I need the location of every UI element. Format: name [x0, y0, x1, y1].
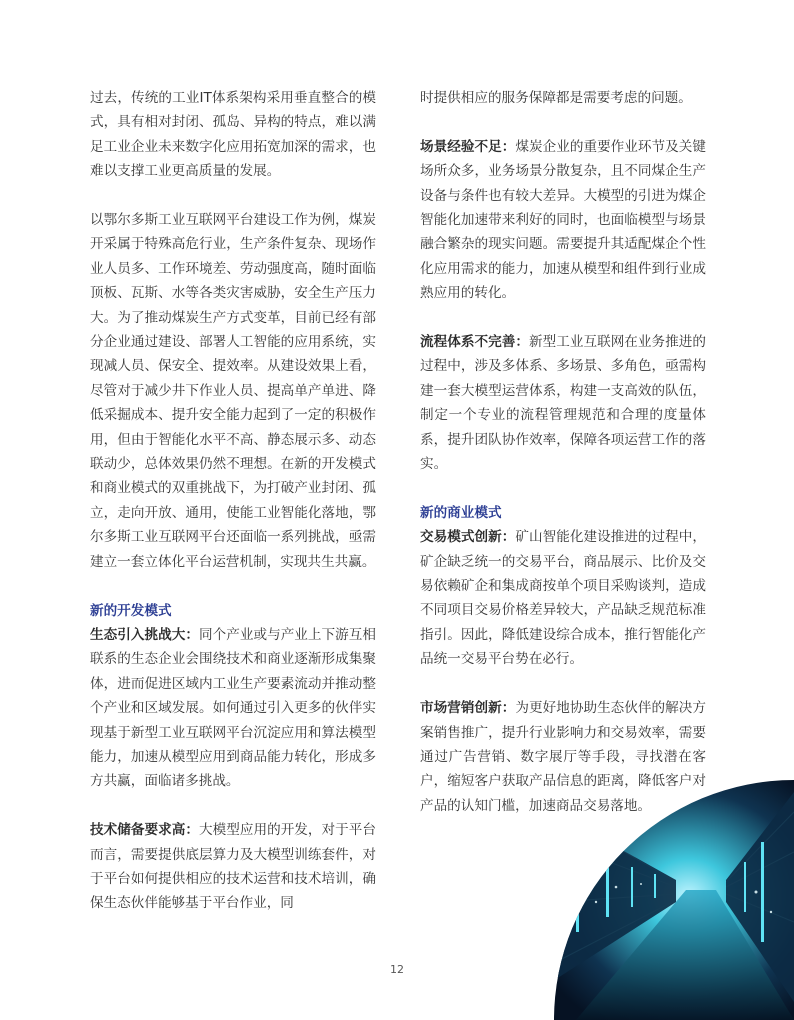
page-number: 12	[390, 963, 404, 976]
item-label: 技术储备要求高：	[90, 822, 199, 839]
item-trade-innovation	[420, 525, 706, 671]
item-tech-reserve	[90, 818, 376, 916]
paragraph-continued: 时提供相应的服务保障都是需要考虑的问题。	[420, 90, 692, 106]
item-scenario-experience	[420, 135, 706, 306]
paragraph-intro: 过去，传统的工业IT体系架构采用垂直整合的模式，具有相对封闭、孤岛、异构的特点，难以满足工业企业未来数字化应用拓宽加深的需求，也难以支撑工业更高质量的发展。	[90, 90, 376, 180]
item-label: 交易模式创新：	[420, 529, 516, 546]
item-text: 同个产业或与产业上下游互相联系的生态企业会围绕技术和商业逐渐形成集聚体，进而促进区域内工业生产要素流动并推动整个产业和区域发展。如何通过引入更多的伙伴实现基于新型工业互联网平台沉淀应用和算法模型能力，加速从模型应用到商品能力转化，形成多方共赢，面临诸多挑战。	[90, 626, 377, 790]
heading-new-business-model: 新的商业模式	[420, 504, 502, 521]
item-text: 大模型应用的开发，对于平台而言，需要提供底层算力及大模型训练套件，对于平台如何提供相应的技术运营和技术培训，确保生态伙伴能够基于平台作业，同	[90, 822, 377, 912]
item-process-system	[420, 330, 706, 476]
item-label: 场景经验不足：	[420, 138, 516, 155]
item-text: 矿山智能化建设推进的过程中，矿企缺乏统一的交易平台，商品展示、比价及交易依赖矿企和集成商按单个项目采购谈判，造成不同项目交易价格差异较大，产品缺乏规范标准指引。因此，降低建设综合成本，推行智能化产品统一交易平台势在必行。	[420, 529, 707, 668]
left-column	[90, 86, 376, 916]
heading-new-development-model: 新的开发模式	[90, 602, 172, 619]
item-ecosystem-challenge	[90, 623, 376, 794]
item-text: 为更好地协助生态伙伴的解决方案销售推广，提升行业影响力和交易效率，需要通过广告营销、数字展厅等手段，寻找潜在客户，缩短客户获取产品信息的距离，降低客户对产品的认知门槛，加速商品交易落地。	[420, 700, 707, 814]
server-corridor-graphic	[516, 772, 794, 1020]
item-text: 煤炭企业的重要作业环节及关键场所众多，业务场景分散复杂，且不同煤企生产设备与条件也有较大差异。大模型的引进为煤企智能化加速带来利好的同时，也面临模型与场景融合繁杂的现实问题。需要提升其适配煤企个性化应用需求的能力，加速从模型和组件到行业成熟应用的转化。	[420, 138, 707, 302]
paragraph-ordos-example: 以鄂尔多斯工业互联网平台建设工作为例，煤炭开采属于特殊高危行业，生产条件复杂、现场作业人员多、工作环境差、劳动强度高，随时面临顶板、瓦斯、水等各类灾害威胁，安全生产压力大。为了推动煤炭生产方式变革，目前已经有部分企业通过建设、部署人工智能的应用系统，实现减人员、保安全、提效率。从建设效果上看，尽管对于减少井下作业人员、提高单产单进、降低采掘成本、提升安全能力起到了一定的积极作用，但由于智能化水平不高、静态展示多、动态联动少，总体效果仍然不理想。在新的开发模式和商业模式的双重挑战下，为打破产业封闭、孤立，走向开放、通用，使能工业智能化落地，鄂尔多斯工业互联网平台还面临一系列挑战，亟需建立一套立体化平台运营机制，实现共生共赢。	[90, 212, 376, 570]
item-text: 新型工业互联网在业务推进的过程中，涉及多体系、多场景、多角色，亟需构建一套大模型运营体系，构建一支高效的队伍，制定一个专业的流程管理规范和合理的度量体系，提升团队协作效率，保障各项运营工作的落实。	[420, 334, 707, 473]
server-corridor-image	[516, 772, 794, 1020]
item-label: 生态引入挑战大：	[90, 626, 199, 643]
item-label: 流程体系不完善：	[420, 334, 529, 351]
right-column	[420, 86, 706, 818]
item-label: 市场营销创新：	[420, 700, 516, 717]
